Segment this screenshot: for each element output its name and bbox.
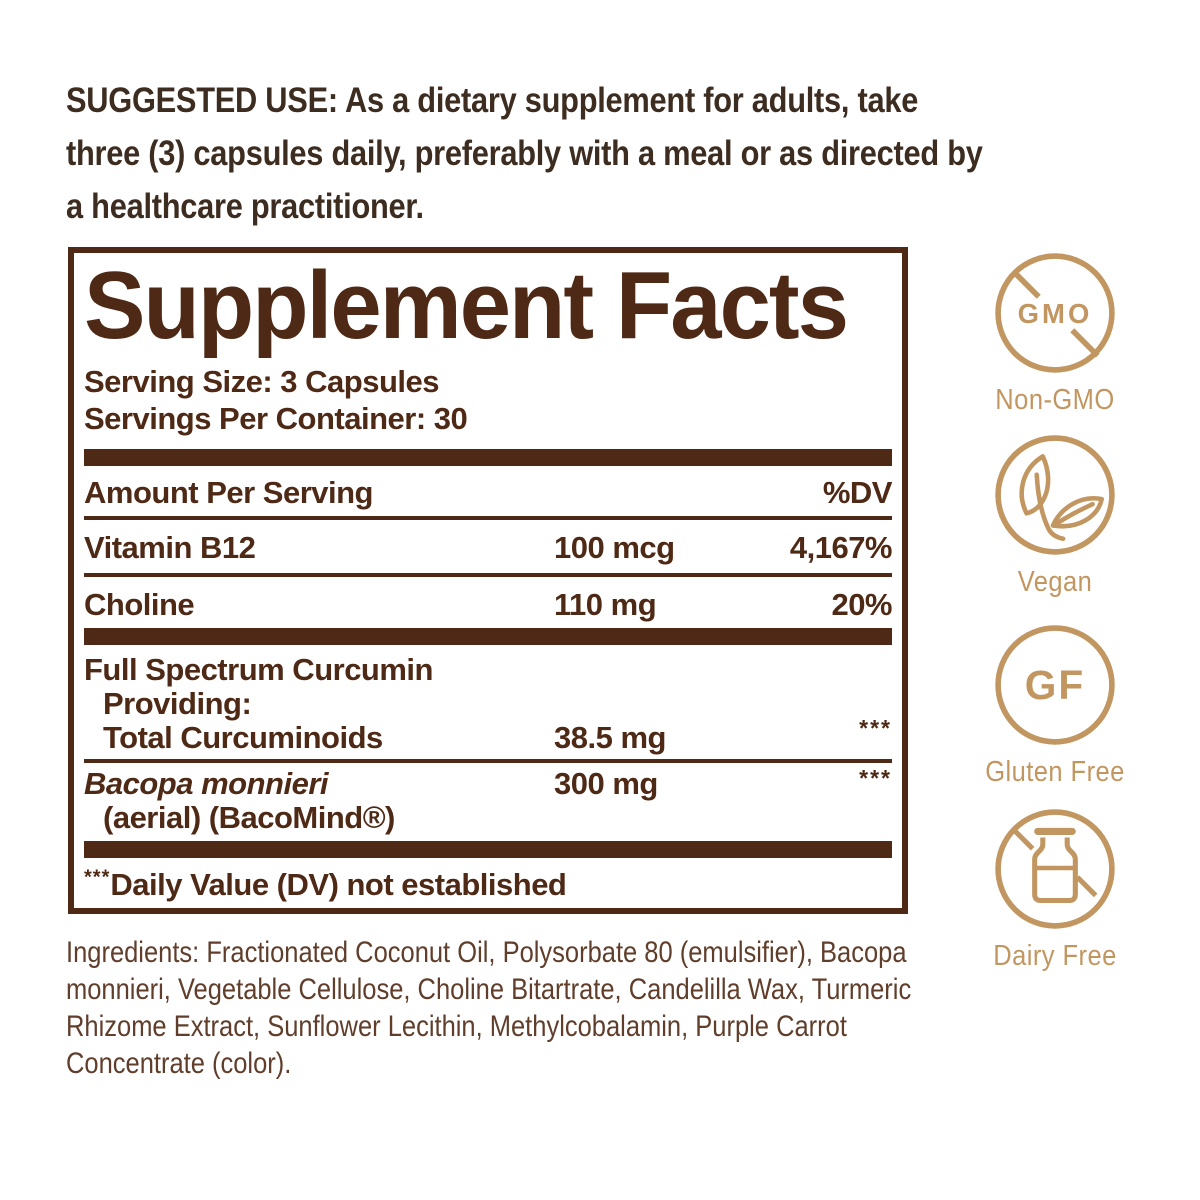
panel-title: Supplement Facts — [84, 252, 848, 359]
nutrient-name: Choline — [84, 587, 195, 622]
gmo-icon-text: GMO — [1017, 298, 1093, 330]
nutrient-name-sub: Total Curcuminoids — [103, 720, 383, 755]
dv-header-label: %DV — [822, 475, 892, 510]
suggested-use-text: SUGGESTED USE: As a dietary supplement for adults, take three (3) capsules daily, preferably with a meal or as directed by a healthcare practitioner. — [66, 81, 983, 226]
dv-footnote — [84, 858, 892, 903]
badge-label: Gluten Free — [985, 756, 1125, 788]
gf-icon-text: GF — [1024, 662, 1086, 709]
footnote-stars: *** — [84, 866, 111, 889]
thick-divider — [84, 841, 892, 858]
nutrient-dv: 4,167% — [789, 530, 892, 565]
table-row — [84, 645, 892, 759]
leaf-icon — [992, 432, 1118, 558]
amount-per-serving-label: Amount Per Serving — [84, 475, 373, 510]
non-gmo-badge — [970, 250, 1140, 417]
gmo-crossed-icon — [992, 250, 1118, 376]
nutrient-dv-stars: *** — [859, 715, 892, 741]
nutrient-name-sub: (aerial) (BacoMind®) — [103, 800, 395, 835]
badge-label: Vegan — [1017, 566, 1093, 598]
nutrient-name: Bacopa monnieri — [84, 766, 328, 801]
footnote-text: Daily Value (DV) not established — [110, 867, 567, 902]
milk-bottle-crossed-icon — [992, 806, 1118, 932]
supplement-facts-panel — [68, 247, 908, 914]
gluten-free-badge — [970, 622, 1140, 789]
nutrient-name-sub: Providing: — [103, 686, 252, 721]
ingredients-text: Ingredients: Fractionated Coconut Oil, Polysorbate 80 (emulsifier), Bacopa monnieri, Vegetable Cellulose, Choline Bitartrate, Candelilla Wax, Turmeric Rhizome Extract, Sunflower Lecithin, Methylcobalamin, Purple Carrot Concentrate (color). — [66, 936, 912, 1080]
table-header-row — [84, 466, 892, 516]
nutrient-dv-stars: *** — [859, 765, 892, 791]
gf-icon — [992, 622, 1118, 748]
nutrient-name: Vitamin B12 — [84, 530, 256, 565]
nutrient-amount: 100 mcg — [554, 530, 675, 565]
thick-divider — [84, 628, 892, 645]
badge-label: Dairy Free — [993, 940, 1117, 972]
nutrient-amount: 38.5 mg — [554, 720, 666, 755]
badge-label: Non-GMO — [995, 384, 1115, 416]
table-row — [84, 763, 892, 841]
vegan-badge — [970, 432, 1140, 599]
nutrient-amount: 110 mg — [554, 587, 657, 622]
nutrient-name: Full Spectrum Curcumin — [84, 652, 433, 687]
table-row — [84, 577, 892, 628]
dairy-free-badge — [970, 806, 1140, 973]
nutrient-dv: 20% — [831, 587, 892, 622]
servings-per-container: Servings Per Container: 30 — [84, 401, 468, 436]
nutrient-amount: 300 mg — [554, 766, 658, 801]
thick-divider — [84, 449, 892, 466]
table-row — [84, 520, 892, 573]
serving-size: Serving Size: 3 Capsules — [84, 364, 439, 399]
